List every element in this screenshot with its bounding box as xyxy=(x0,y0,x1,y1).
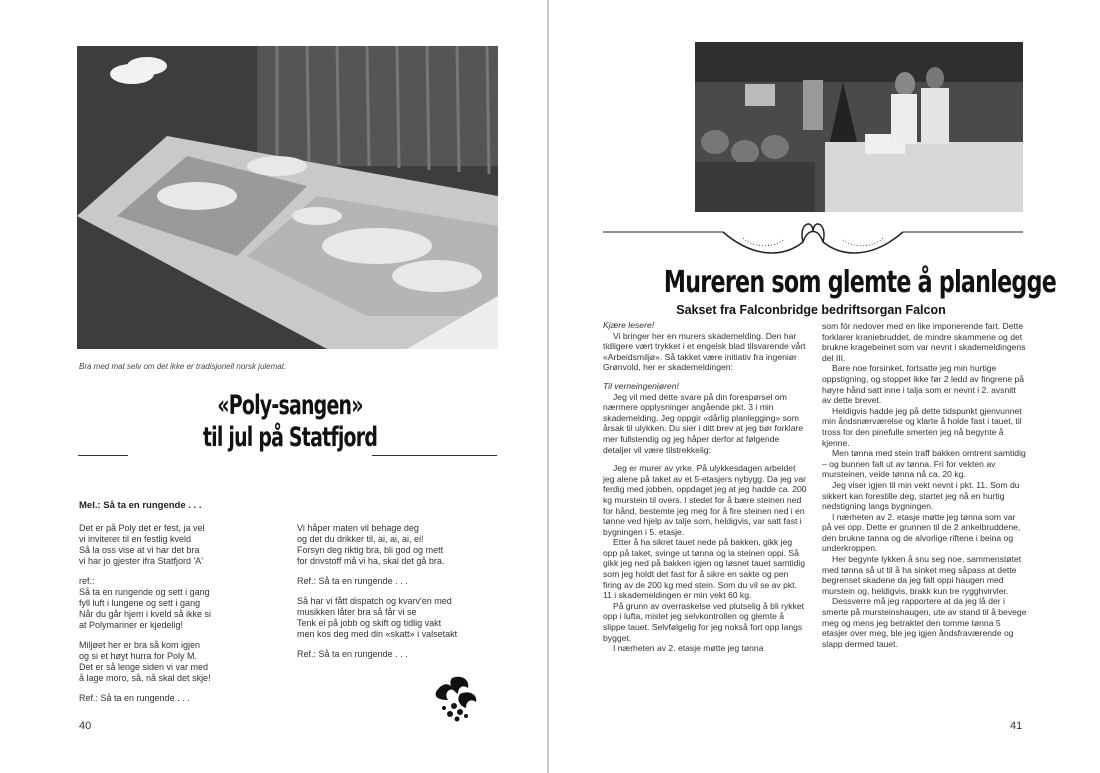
paragraph: I nærheten av 2. etasje møtte jeg tønna xyxy=(613,643,764,654)
greeting: Kjære lesere! xyxy=(603,320,655,330)
song-column-1 xyxy=(79,523,289,713)
page-number-left: 40 xyxy=(79,720,92,732)
verse: Miljøet her er bra så kom igjen og si et høyt hurra for Poly M. Det er så lenge siden vi var med å lage moro, så, nå skal det skje! xyxy=(79,640,211,683)
refrain-short: Ref.: Så ta en rungende . . . xyxy=(79,693,190,703)
article-column-1 xyxy=(603,320,808,654)
paragraph: Dessverre må jeg rapportere at da jeg lå der i smerte på mursteinshaugen, ute av stand til å bevege meg og mens jeg betraktet den tomme tønna 5 etasjer over meg, ble jeg igjen åndsfraværende og slapp dermed tauet. xyxy=(822,596,1027,649)
paragraph: Jeg er murer av yrke. På ulykkesdagen arbeidet jeg alene på taket av et 5-etasjers nybygg. Da jeg var ferdig med jobben, oppdaget jeg at jeg hadde ca. 200 kg murstein til overs. I stedet for å bære steinen ned for hånd, bestemte jeg meg for å fire steinen ned i en tønne ved hjelp av talje som, heldigvis, var satt fast i bygningen i 5. etasje. xyxy=(603,463,807,537)
article-headline-text: Mureren som glemte å planlegge xyxy=(663,265,1057,300)
song-column-2 xyxy=(297,523,497,669)
paragraph: Men tønna med stein traff bakken omtrent samtidig – og bunnen falt ut av tønna. Fri for vekten av mursteinen, veide tønna nå ca. 20 kg. xyxy=(822,448,1026,480)
photo-caption: Bra med mat selv om det ikke er tradisjonell norsk julemat. xyxy=(79,362,287,371)
left-page xyxy=(0,0,549,773)
party-photo-graphic xyxy=(695,42,1023,212)
paragraph: Vi bringer her en murers skademelding. Den har tidligere vært trykket i et engelsk blad tilsvarende vårt «Arbeidsmiljø». Så takket være initiativ fra ingeniør Grønvold, her er skademeldingen: xyxy=(603,330,806,373)
holly-icon xyxy=(430,672,482,724)
refrain: ref.: Så ta en rungende og sett i gang fyll luft i lungene og sett i gang Når du går hjem i kveld så ikke si at Polymariner er kjedelig! xyxy=(79,576,212,630)
verse: Vi håper maten vil behage deg og det du drikker til, ai, ai, ai, ei! Forsyn deg riktig bra, bli god og mett for drivstoff må vi ha, skal det gå bra. xyxy=(297,523,445,566)
headline-rule-right xyxy=(372,455,497,456)
paragraph: Jeg vil med dette svare på din forespørsel om nærmere opplysninger angående pkt. 3 i min skademelding. Jeg oppgir «dårlig planlegging» som årsak til ulykken. Du sier i ditt brev at jeg bør forklare mer fullstendig og jeg håper derfor at følgende detaljer vil være tilstrekkelig: xyxy=(603,391,804,455)
buffet-photo xyxy=(77,46,498,349)
paragraph: Heldigvis hadde jeg på dette tidspunkt gjenvunnet min åndsnærværelse og klarte å holde fast i tauet, til tross for den pinefulle smerten jeg nå begynte å kjenne. xyxy=(822,405,1022,448)
paragraph: som fór nedover med en like imponerende fart. Dette forklarer kraniebruddet, de mindre skammene og det brukne kragebeinet som var nevnt i skademeldingens del III. xyxy=(822,321,1026,363)
headline-rule-left xyxy=(78,455,128,456)
article-column-2 xyxy=(822,321,1027,649)
salutation: Til verneingeniøren! xyxy=(603,380,679,391)
paragraph: Bare noe forsinket, fortsatte jeg min hurtige oppstigning, og stoppet ikke før 2 ledd av fingrene på høyre hånd satt inne i talja som er nevnt i 2. avsnitt av dette brevet. xyxy=(822,363,1025,406)
article-headline xyxy=(595,265,1057,300)
paragraph: På grunn av overraskelse ved plutselig å bli rykket opp i lufta, mistet jeg selvkontrollen og glemte å slippe tauet. Selvfølgelig for jeg nokså fort opp langs bygget. xyxy=(603,600,805,643)
page-number-right: 41 xyxy=(1010,720,1023,732)
paragraph: Etter å ha sikret tauet nede på bakken, gikk jeg opp på taket, svinge ut tønna og la steinen oppi. Så gikk jeg ned på bakken igjen og løsnet tauet samtidig som jeg holdt det fast for å sikre en sakte og pen firing av de 200 kg med stein. Som du vil se av pkt. 11 i skademeldingen er min vekt 60 kg. xyxy=(603,537,806,601)
refrain-short: Ref.: Så ta en rungende . . . xyxy=(297,576,408,586)
party-photo xyxy=(695,42,1023,212)
song-headline-line1: «Poly-sangen» xyxy=(217,390,363,421)
song-headline xyxy=(60,390,520,454)
song-headline-line2: til jul på Statfjord xyxy=(202,422,378,453)
refrain-short: Ref.: Så ta en rungende . . . xyxy=(297,649,408,659)
paragraph: Her begynte lykken å snu seg noe, sammenstøtet med tønna så ut til å ha sinket meg såpass at dette begrenset skadene da jeg falt oppi haugen med murstein og, heldigvis, brakk kun tre rygghvirvler. xyxy=(822,554,1022,596)
paragraph: Jeg viser igjen til min vekt nevnt i pkt. 11. Som du sikkert kan forestille deg, startet jeg nå en hurtig nedstigning langs bygningen. xyxy=(822,479,1020,512)
buffet-photo-graphic xyxy=(77,46,498,349)
article-subheadline: Sakset fra Falconbridge bedriftsorgan Falcon xyxy=(676,303,946,317)
paragraph: I nærheten av 2. etasje møtte jeg tønna som var på vei opp. Dette er grunnen til de 2 ankelbruddene, den brukne tanna og de alvorlige riftene i beina og underkroppen. xyxy=(822,511,1021,554)
ornament-divider xyxy=(603,218,1023,262)
verse: Så har vi fått dispatch og kvarv'en med musikken låter bra så får vi se Tenk ei på jobb og skift og tidlig vakt men kos deg med din «skatt» i valsetakt xyxy=(297,596,458,639)
verse: Det er på Poly det er fest, ja vel vi inviterer til en festlig kveld Så la oss vise at vi har det bra vi har jo gjester ifra Statfjord 'A' xyxy=(79,523,205,566)
melody-line: Mel.: Så ta en rungende . . . xyxy=(79,500,202,511)
